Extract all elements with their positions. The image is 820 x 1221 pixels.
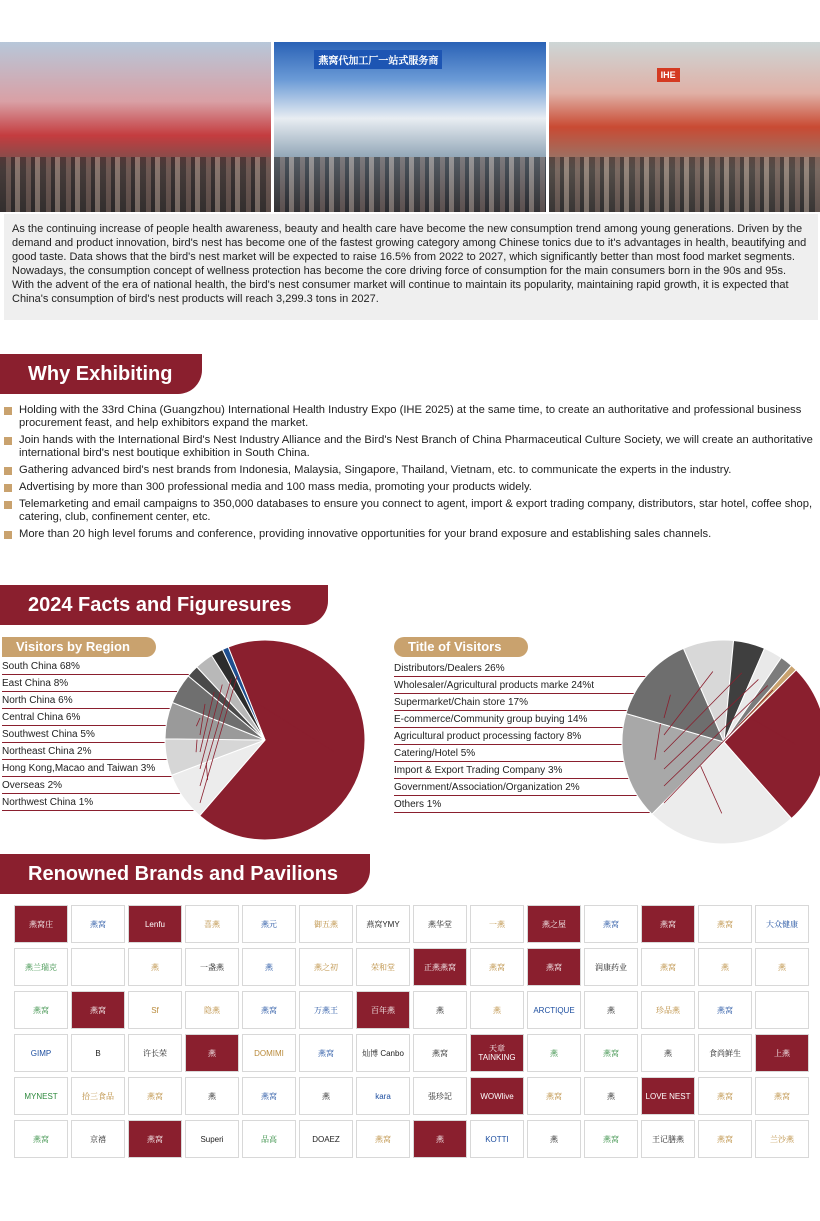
brand-logo: 燕: [527, 1034, 581, 1072]
brand-logo: WOWlive: [470, 1077, 524, 1115]
brand-logo: 万燕王: [299, 991, 353, 1029]
brand-logo: [71, 948, 125, 986]
brand-logo: 燕窝: [755, 1077, 809, 1115]
brand-logo: 王记膳燕: [641, 1120, 695, 1158]
brand-logo: 品高: [242, 1120, 296, 1158]
brand-logo: 燕窝: [698, 905, 752, 943]
brands-header: Renowned Brands and Pavilions: [0, 854, 370, 894]
brand-logo: 百年燕: [356, 991, 410, 1029]
brand-logo: 燕之屋: [527, 905, 581, 943]
brand-logo: 燕窝: [641, 905, 695, 943]
brand-logo: 上燕: [755, 1034, 809, 1072]
list-item: Gathering advanced bird's nest brands from Indonesia, Malaysia, Singapore, Thailand, Vietnam, etc. to communicate the experts in the industry.: [4, 464, 816, 477]
brand-logo: 京禧: [71, 1120, 125, 1158]
legend-item: Supermarket/Chain store 17%: [394, 694, 664, 711]
brand-logo: 燕窝: [413, 1034, 467, 1072]
brand-logo: Superi: [185, 1120, 239, 1158]
brand-logo: 燕窝: [527, 1077, 581, 1115]
brand-logo: 燕窝: [584, 1034, 638, 1072]
exhibition-photo-2: [274, 42, 545, 212]
brand-logo: 御五燕: [299, 905, 353, 943]
brand-logo: 燕: [527, 1120, 581, 1158]
brand-logo: 灿博 Canbo: [356, 1034, 410, 1072]
brand-logo: 燕: [698, 948, 752, 986]
legend-item: Import & Export Trading Company 3%: [394, 762, 664, 779]
region-chart-title: Visitors by Region: [2, 637, 156, 657]
brand-logo: 燕窝: [242, 1077, 296, 1115]
brand-logo: 喜燕: [185, 905, 239, 943]
brand-logo: 兰沙燕: [755, 1120, 809, 1158]
brand-logo: 燕窝: [71, 991, 125, 1029]
list-item: Advertising by more than 300 professional media and 100 mass media, promoting your products widely.: [4, 481, 816, 494]
list-item: Telemarketing and email campaigns to 350,000 databases to ensure you connect to agent, import & export trading company, distributors, star hotel, coffee shop, catering, club, confinement center, etc.: [4, 498, 816, 524]
brand-logo: 燕窝: [71, 905, 125, 943]
brand-logo: 燕: [299, 1077, 353, 1115]
list-item: Holding with the 33rd China (Guangzhou) International Health Industry Expo (IHE 2025) at the same time, to create an authoritative and professional business procurement feast, and help exhibitors expand the market.: [4, 404, 816, 430]
exhibition-photo-1: [0, 42, 271, 212]
why-exhibiting-header: Why Exhibiting: [0, 354, 202, 394]
exhibition-photo-3: [549, 42, 820, 212]
why-exhibiting-list: [4, 404, 816, 545]
legend-item: Catering/Hotel 5%: [394, 745, 664, 762]
brand-logo: 食尚鲜生: [698, 1034, 752, 1072]
brand-logo: 燕窝: [584, 905, 638, 943]
brand-logo: 燕: [242, 948, 296, 986]
legend-item: E-commerce/Community group buying 14%: [394, 711, 664, 728]
brand-logo: 润康药业: [584, 948, 638, 986]
brand-logo: 燕窝: [299, 1034, 353, 1072]
brand-logo: 燕窝: [14, 991, 68, 1029]
brand-logo: 燕: [584, 991, 638, 1029]
brand-logo: 拾三食品: [71, 1077, 125, 1115]
brand-logo: GIMP: [14, 1034, 68, 1072]
exhibition-photos: [0, 42, 820, 212]
title-chart-title: Title of Visitors: [394, 637, 528, 657]
intro-paragraph: As the continuing increase of people health awareness, beauty and health care have become the new consumption trend among young generations. Driven by the demand and product innovation, bird's nest has become one of the fastest growing category among Chinese tonics due to it's advantages in health, beautifying and good taste. Data shows that the bird's nest market will be expected to raise 16.5% from 2022 to 2027, which significantly better than most food market segments. Nowadays, the consumption concept of wellness protection has become the core driving force of consumption for the main consumers born in the 90s and 95s. With the advent of the era of national health, the bird's nest consumer market will continue to maintain its popularity, maintaining rapid growth, it is expected that China's consumption of bird's nest products will reach 3,299.3 tons in 2027.: [4, 214, 818, 320]
brand-logo: 一盏燕: [185, 948, 239, 986]
brand-logo: 燕: [413, 991, 467, 1029]
brand-logo: 燕窝: [242, 991, 296, 1029]
legend-item: Government/Association/Organization 2%: [394, 779, 664, 796]
brand-logo: 正燕燕窝: [413, 948, 467, 986]
legend-item: Overseas 2%: [2, 777, 202, 794]
brand-logo: 隐燕: [185, 991, 239, 1029]
brand-logo: 燕窝: [14, 1120, 68, 1158]
brand-logo: 燕窝: [527, 948, 581, 986]
legend-item: Southwest China 5%: [2, 726, 202, 743]
brand-logo: ARCTIQUE: [527, 991, 581, 1029]
brand-logo-grid: [14, 905, 820, 1158]
brand-logo: 燕窝: [470, 948, 524, 986]
brand-logo: 珍品燕: [641, 991, 695, 1029]
booth-sign: 燕窝代加工厂一站式服务商: [314, 50, 442, 69]
brand-logo: 燕窝: [128, 1077, 182, 1115]
brand-logo: 張珍記: [413, 1077, 467, 1115]
brand-logo: 一燕: [470, 905, 524, 943]
brand-logo: 燕: [755, 948, 809, 986]
brand-logo: [755, 991, 809, 1029]
brand-logo: 燕窝: [584, 1120, 638, 1158]
legend-item: East China 8%: [2, 675, 202, 692]
brand-logo: B: [71, 1034, 125, 1072]
legend-item: Wholesaler/Agricultural products marke 24%t: [394, 677, 664, 694]
list-item: More than 20 high level forums and conference, providing innovative opportunities for your brand exposure and establishing sales channels.: [4, 528, 816, 541]
brand-logo: 荣和堂: [356, 948, 410, 986]
legend-item: Others 1%: [394, 796, 664, 813]
brand-logo: 燕: [185, 1034, 239, 1072]
brand-logo: LOVE NEST: [641, 1077, 695, 1115]
brand-logo: 燕: [641, 1034, 695, 1072]
brand-logo: 燕窝: [698, 1120, 752, 1158]
brand-logo: 燕窝: [356, 1120, 410, 1158]
legend-item: Central China 6%: [2, 709, 202, 726]
legend-item: Agricultural product processing factory 8%: [394, 728, 664, 745]
brand-logo: 燕: [185, 1077, 239, 1115]
brand-logo: 燕之初: [299, 948, 353, 986]
brand-logo: 燕窝庄: [14, 905, 68, 943]
brand-logo: 许长荣: [128, 1034, 182, 1072]
brand-logo: 天章 TAINKING: [470, 1034, 524, 1072]
legend-item: Northwest China 1%: [2, 794, 202, 811]
brand-logo: MYNEST: [14, 1077, 68, 1115]
brand-logo: Lenfu: [128, 905, 182, 943]
brand-logo: KOTTI: [470, 1120, 524, 1158]
legend-item: South China 68%: [2, 658, 202, 675]
brand-logo: 燕窝: [698, 1077, 752, 1115]
brand-logo: 燕窝: [128, 1120, 182, 1158]
brand-logo: 燕: [470, 991, 524, 1029]
brand-logo: 燕: [584, 1077, 638, 1115]
title-pie-chart: [394, 640, 820, 850]
brand-logo: 燕窝YMY: [356, 905, 410, 943]
legend-item: Distributors/Dealers 26%: [394, 660, 664, 677]
legend-item: North China 6%: [2, 692, 202, 709]
brand-logo: kara: [356, 1077, 410, 1115]
brand-logo: 燕华堂: [413, 905, 467, 943]
booth-sign: IHE: [657, 68, 680, 82]
facts-header: 2024 Facts and Figuresures: [0, 585, 328, 625]
legend-item: Northeast China 2%: [2, 743, 202, 760]
brand-logo: 燕窝: [698, 991, 752, 1029]
brand-logo: 燕: [128, 948, 182, 986]
brand-logo: DOAEZ: [299, 1120, 353, 1158]
list-item: Join hands with the International Bird's Nest Industry Alliance and the Bird's Nest Branch of China Pharmaceutical Culture Society, we will create an authoritative international bird's nest boutique exhibition in South China.: [4, 434, 816, 460]
region-pie-chart: [0, 640, 380, 850]
brand-logo: 燕元: [242, 905, 296, 943]
brand-logo: 燕窝: [641, 948, 695, 986]
brand-logo: 燕兰瑞克: [14, 948, 68, 986]
brand-logo: 燕: [413, 1120, 467, 1158]
legend-item: Hong Kong,Macao and Taiwan 3%: [2, 760, 202, 777]
brand-logo: DOMIMI: [242, 1034, 296, 1072]
brand-logo: Sf: [128, 991, 182, 1029]
brand-logo: 大众健康: [755, 905, 809, 943]
